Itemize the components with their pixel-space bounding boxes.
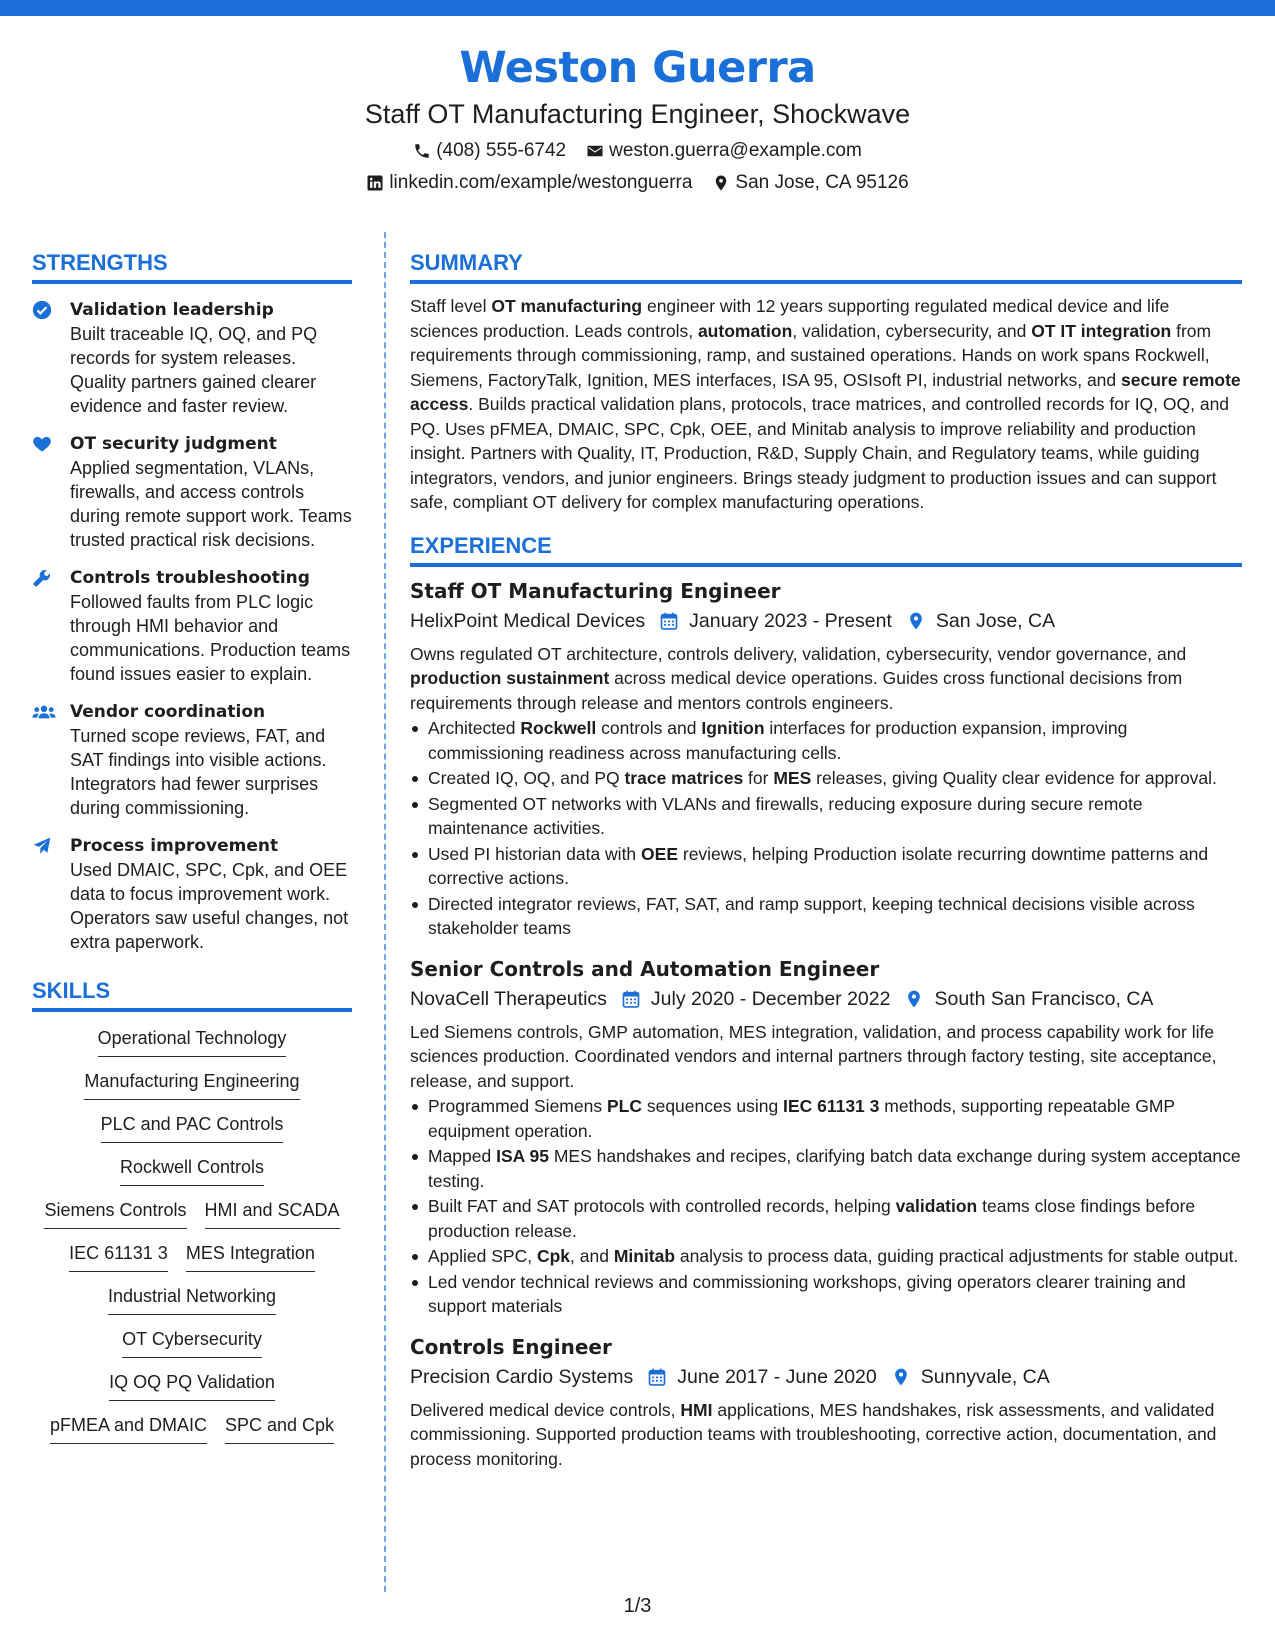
skill-tag: IQ OQ PQ Validation	[109, 1370, 275, 1401]
candidate-role: Staff OT Manufacturing Engineer, Shockwave	[364, 99, 911, 129]
text-run: Directed integrator reviews, FAT, SAT, and ramp support, keeping technical decisions visible across stakeholder teams	[428, 893, 1195, 938]
job-location: San Jose, CA	[935, 609, 1056, 632]
strength-desc: Followed faults from PLC logic through HMI behavior and communications. Production teams found issues easier to explain.	[70, 592, 351, 684]
job-meta	[410, 984, 1242, 1014]
strength-title: Vendor coordination	[70, 702, 266, 722]
job-company: NovaCell Therapeutics	[410, 987, 607, 1010]
phone-icon	[413, 142, 431, 160]
emphasized-text: Cpk	[536, 1246, 571, 1266]
job-bullet	[410, 792, 1242, 841]
skill-row	[32, 1284, 352, 1315]
emphasized-text: trace matrices	[624, 768, 744, 788]
skills-list	[32, 1026, 352, 1444]
text-run: Owns regulated OT architecture, controls delivery, validation, cybersecurity, vendor governance, and	[410, 643, 1187, 664]
strength-item	[32, 834, 352, 954]
skill-row	[32, 1370, 352, 1401]
skill-row	[32, 1241, 352, 1272]
candidate-name: Weston Guerra	[459, 43, 816, 93]
linkedin-contact[interactable]	[366, 171, 692, 195]
location-text: San Jose, CA 95126	[735, 172, 909, 193]
job-bullet	[410, 1270, 1242, 1319]
job-dates: June 2017 - June 2020	[677, 1365, 877, 1388]
linkedin-text: linkedin.com/example/westonguerra	[389, 172, 693, 193]
text-run: Architected	[428, 718, 521, 738]
emphasized-text: automation	[697, 320, 793, 341]
phone-text: (408) 555-6742	[436, 140, 567, 161]
text-run: releases, giving Quality clear evidence for approval.	[811, 768, 1217, 788]
text-run: teams close findings before production release.	[428, 1196, 1196, 1241]
text-run: engineer with 12 years supporting regulated medical device and life sciences production. Leads controls,	[410, 296, 1170, 341]
job-bullets	[410, 716, 1242, 941]
text-run: reviews, helping Production isolate recurring downtime patterns and corrective actions.	[428, 843, 1209, 888]
job-bullet	[410, 1144, 1242, 1193]
map-pin-icon	[906, 611, 926, 631]
strength-item	[32, 298, 352, 418]
job-entry	[410, 955, 1242, 1319]
email-text: weston.guerra@example.com	[609, 140, 862, 161]
skill-tag: HMI and SCADA	[205, 1198, 340, 1229]
strength-title: Controls troubleshooting	[70, 568, 310, 588]
skill-row	[32, 1155, 352, 1186]
left-column	[32, 248, 352, 1456]
text-run: Staff level	[410, 296, 492, 316]
text-run: Segmented OT networks with VLANs and firewalls, reducing exposure during secure remote maintenance activities.	[428, 793, 1143, 838]
strength-item	[32, 432, 352, 552]
skill-tag: SPC and Cpk	[225, 1413, 334, 1444]
paper-plane-icon	[32, 836, 52, 856]
job-description	[410, 1020, 1242, 1094]
strengths-heading: STRENGTHS	[32, 248, 352, 284]
emphasized-text: PLC	[606, 1096, 642, 1116]
strength-desc: Applied segmentation, VLANs, firewalls, and access controls during remote support work. Teams trusted practical risk decisions.	[70, 458, 352, 550]
skill-row	[32, 1327, 352, 1358]
emphasized-text: MES	[773, 768, 812, 788]
job-title: Staff OT Manufacturing Engineer	[410, 578, 781, 603]
skill-tag: Siemens Controls	[44, 1198, 186, 1229]
calendar-icon	[647, 1367, 667, 1387]
emphasized-text: production sustainment	[410, 668, 610, 688]
text-run: applications, MES handshakes, risk assessments, and validated commissioning. Supported production teams with troubleshooting, corrective action, documentation, and process monitoring.	[410, 1399, 1217, 1469]
job-entry	[410, 1333, 1242, 1472]
text-run: from requirements through commissioning, ramp, and sustained operations. Hands on work spans Rockwell, Siemens, FactoryTalk, Ignition, MES interfaces, ISA 95, OSIsoft PI, industrial networks, and	[410, 320, 1212, 390]
emphasized-text: validation	[895, 1196, 978, 1216]
text-run: sequences using	[641, 1096, 784, 1116]
emphasized-text: secure remote access	[410, 369, 1241, 414]
jobs-list	[410, 577, 1242, 1472]
wrench-icon	[32, 568, 52, 588]
job-title: Controls Engineer	[410, 1334, 612, 1359]
job-meta	[410, 606, 1242, 636]
users-icon	[32, 702, 56, 722]
emphasized-text: OT manufacturing	[491, 296, 643, 316]
phone-contact[interactable]	[413, 139, 566, 163]
job-bullet	[410, 716, 1242, 765]
map-pin-icon	[904, 989, 924, 1009]
skill-row	[32, 1112, 352, 1143]
job-location: Sunnyvale, CA	[920, 1365, 1050, 1388]
calendar-icon	[621, 989, 641, 1009]
calendar-icon	[659, 611, 679, 631]
envelope-icon	[586, 142, 604, 160]
job-description	[410, 1398, 1242, 1472]
text-run: MES handshakes and recipes, clarifying batch data exchange during system acceptance testing.	[428, 1146, 1241, 1191]
text-run: Mapped	[428, 1146, 497, 1166]
text-run: methods, supporting repeatable GMP equipment operation.	[428, 1096, 1175, 1141]
skill-tag: PLC and PAC Controls	[101, 1112, 284, 1143]
strength-title: OT security judgment	[70, 434, 277, 454]
job-bullets	[410, 1094, 1242, 1319]
skills-heading: SKILLS	[32, 976, 352, 1012]
summary-text	[410, 294, 1242, 515]
emphasized-text: IEC 61131 3	[783, 1096, 880, 1116]
text-run: , and	[570, 1246, 614, 1266]
job-bullet	[410, 1194, 1242, 1243]
skill-tag: MES Integration	[186, 1241, 315, 1272]
job-bullet	[410, 892, 1242, 941]
location-contact	[712, 171, 908, 195]
right-column	[410, 248, 1242, 1471]
emphasized-text: Ignition	[701, 718, 765, 738]
job-bullet	[410, 1244, 1242, 1269]
map-pin-icon	[712, 174, 730, 192]
emphasized-text: Rockwell	[520, 718, 597, 738]
strength-title: Validation leadership	[70, 300, 274, 320]
job-title: Senior Controls and Automation Engineer	[410, 956, 880, 981]
linkedin-icon	[366, 174, 384, 192]
strength-desc: Turned scope reviews, FAT, and SAT findings into visible actions. Integrators had fewer surprises during commissioning.	[70, 726, 327, 818]
job-company: Precision Cardio Systems	[410, 1365, 634, 1388]
top-accent-bar	[0, 0, 1275, 16]
text-run: , validation, cybersecurity, and	[792, 320, 1032, 341]
text-run: Created IQ, OQ, and PQ	[428, 768, 625, 788]
job-bullet	[410, 1094, 1242, 1143]
map-pin-icon	[891, 1367, 911, 1387]
skill-tag: pFMEA and DMAIC	[50, 1413, 207, 1444]
skill-tag: OT Cybersecurity	[122, 1327, 262, 1358]
job-bullet	[410, 842, 1242, 891]
text-run: for	[743, 768, 774, 788]
column-divider	[384, 232, 386, 1592]
skill-row	[32, 1026, 352, 1057]
emphasized-text: HMI	[680, 1399, 713, 1420]
job-description	[410, 642, 1242, 716]
check-circle-icon	[32, 300, 52, 320]
skill-tag: Industrial Networking	[108, 1284, 276, 1315]
heart-icon	[32, 434, 52, 454]
text-run: across medical device operations. Guides cross functional decisions from requirements through release and mentors controls engineers.	[410, 668, 1183, 713]
skill-tag: IEC 61131 3	[69, 1241, 168, 1272]
skill-tag: Rockwell Controls	[120, 1155, 264, 1186]
text-run: Programmed Siemens	[428, 1096, 607, 1116]
page-number: 1/3	[623, 1595, 652, 1617]
text-run: . Builds practical validation plans, protocols, trace matrices, and controlled records for IQ, OQ, and PQ. Uses pFMEA, DMAIC, SPC, Cpk, OEE, and Minitab analysis to improve reliability and production insight. Partners with Quality, IT, Production, R&D, Supply Chain, and Regulatory teams, while guiding integrators, vendors, and junior engineers. Brings steady judgment to production issues and can support safe, compliant OT delivery for complex manufacturing operations.	[410, 394, 1230, 512]
strength-title: Process improvement	[70, 836, 279, 856]
job-dates: July 2020 - December 2022	[650, 987, 891, 1010]
text-run: Led vendor technical reviews and commissioning workshops, giving operators clearer training and support materials	[428, 1271, 1186, 1316]
strength-desc: Built traceable IQ, OQ, and PQ records for system releases. Quality partners gained clearer evidence and faster review.	[70, 324, 318, 416]
summary-heading: SUMMARY	[410, 248, 1242, 284]
skill-tag: Operational Technology	[98, 1026, 287, 1057]
skill-row	[32, 1198, 352, 1229]
strength-item	[32, 566, 352, 686]
text-run: analysis to process data, guiding practical adjustments for stable output.	[675, 1246, 1239, 1266]
text-run: Used PI historian data with	[428, 843, 642, 864]
job-dates: January 2023 - Present	[689, 609, 892, 632]
skill-tag: Manufacturing Engineering	[84, 1069, 299, 1100]
emphasized-text: ISA 95	[496, 1146, 549, 1166]
emphasized-text: OT IT integration	[1031, 320, 1172, 341]
resume-header	[0, 40, 1275, 195]
strength-desc: Used DMAIC, SPC, Cpk, and OEE data to focus improvement work. Operators saw useful changes, not extra paperwork.	[70, 860, 349, 952]
contact-line-1	[0, 139, 1275, 163]
job-entry	[410, 577, 1242, 941]
text-run: Led Siemens controls, GMP automation, MES integration, validation, and process capability work for life sciences production. Coordinated vendors and internal partners through factory testing, site acceptance, release, and support.	[410, 1021, 1217, 1091]
job-meta	[410, 1362, 1242, 1392]
emphasized-text: OEE	[641, 843, 678, 864]
email-contact[interactable]	[586, 139, 862, 163]
text-run: Applied SPC,	[428, 1246, 537, 1266]
text-run: Built FAT and SAT protocols with controlled records, helping	[428, 1196, 896, 1216]
job-location: South San Francisco, CA	[934, 987, 1154, 1010]
job-bullet	[410, 766, 1242, 791]
experience-heading: EXPERIENCE	[410, 531, 1242, 567]
emphasized-text: Minitab	[613, 1246, 676, 1266]
text-run: interfaces for production expansion, improving commissioning readiness across manufacturing cells.	[428, 718, 1128, 763]
text-run: controls and	[596, 718, 702, 738]
skill-row	[32, 1413, 352, 1444]
text-run: Delivered medical device controls,	[410, 1399, 681, 1420]
skill-row	[32, 1069, 352, 1100]
job-company: HelixPoint Medical Devices	[410, 609, 646, 632]
strength-item	[32, 700, 352, 820]
contact-line-2	[0, 171, 1275, 195]
